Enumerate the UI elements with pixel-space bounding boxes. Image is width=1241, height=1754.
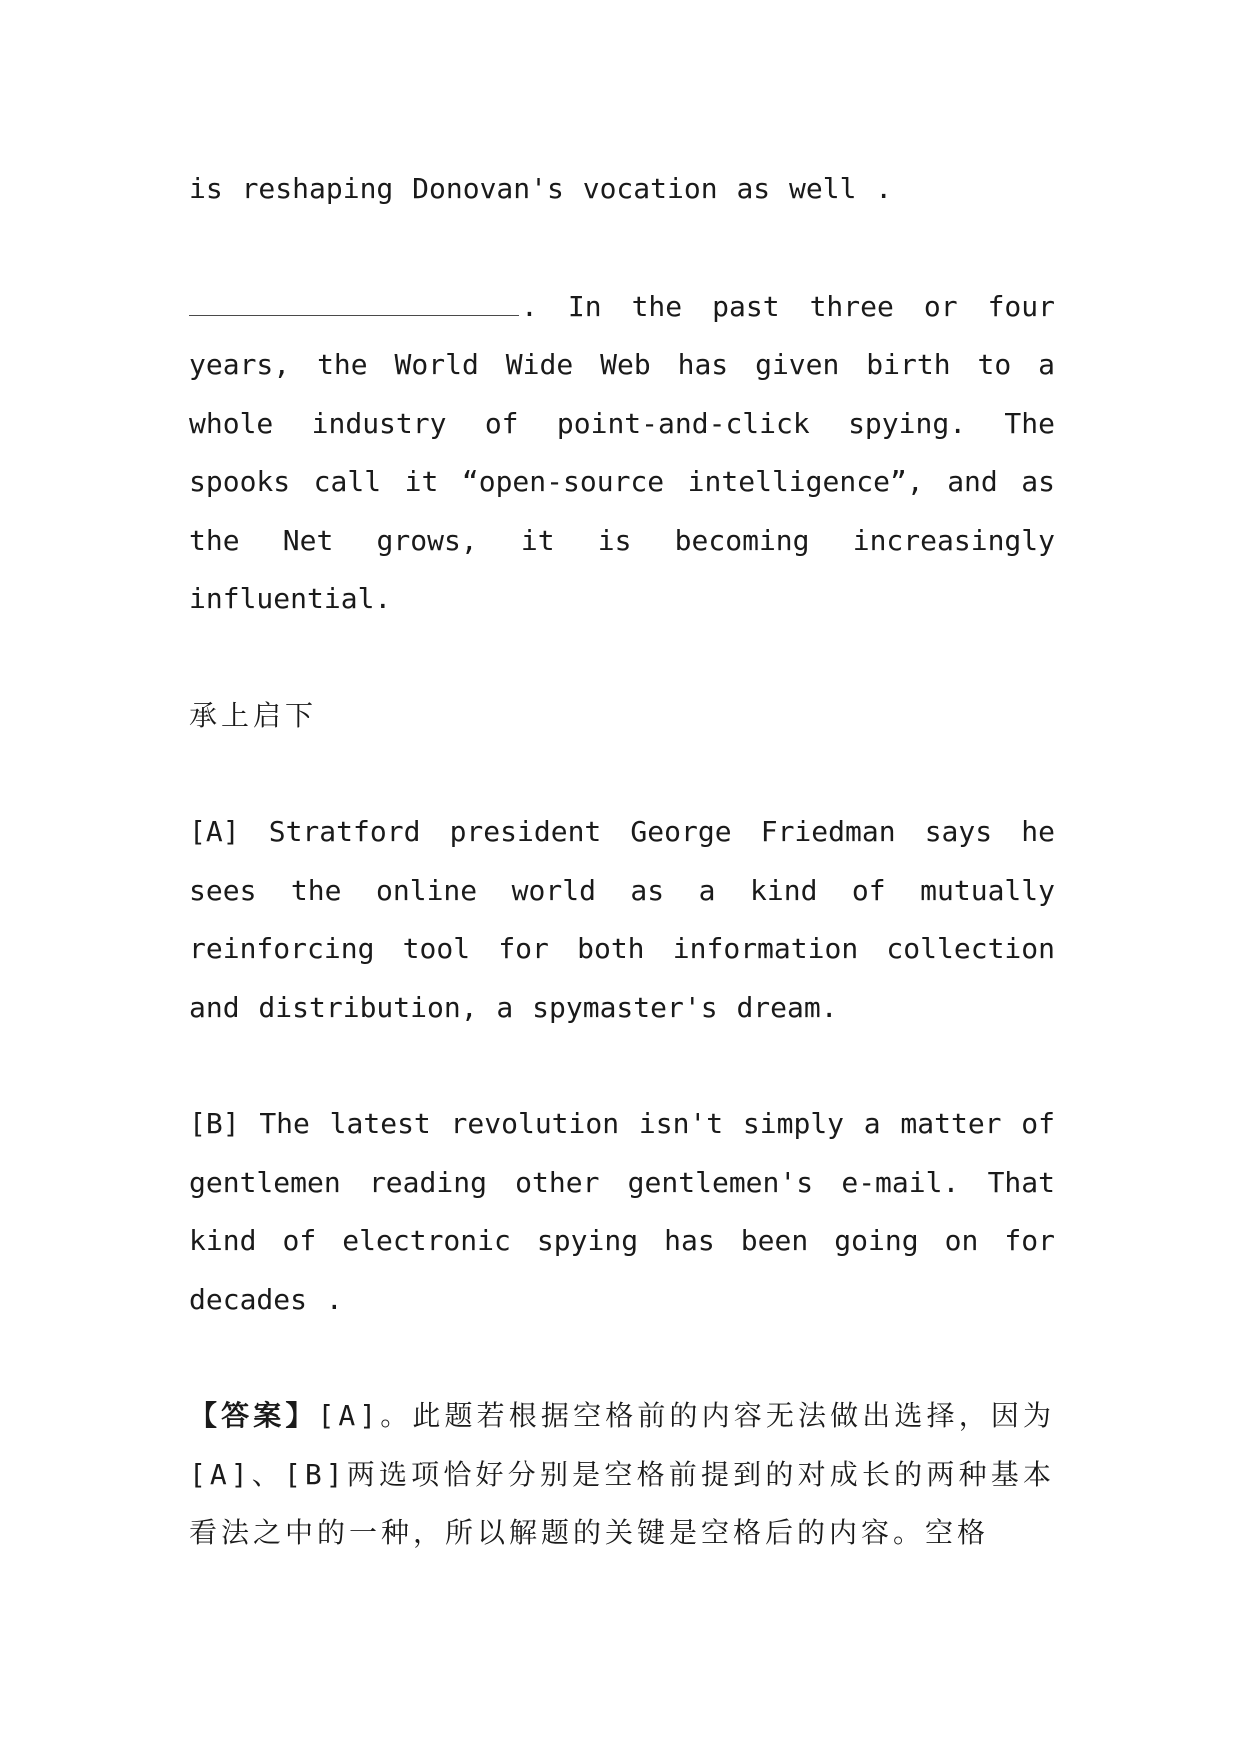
paragraph-gap <box>189 277 1055 629</box>
option-b-text: [B] The latest revolution isn't simply a matter of gentlemen reading other gentlemen's e-mail. That kind of electronic spying has been going on for decades . <box>189 1107 1055 1316</box>
option-a-text: [A] Stratford president George Friedman says he sees the online world as a kind of mutually reinforcing tool for both information collection and distribution, a spymaster's dream. <box>189 815 1055 1024</box>
answer-blank <box>189 277 519 316</box>
option-a <box>189 803 1055 1037</box>
gap-paragraph-text: . In the past three or four years, the World Wide Web has given birth to a whole industry of point-and-click spying. The spooks call it “open-source intelligence”, and as the Net grows, it is becoming increasingly influential. <box>189 289 1055 615</box>
option-b <box>189 1095 1055 1329</box>
paragraph-continuation <box>189 160 1055 219</box>
answer-label: 【答案】 <box>189 1399 318 1432</box>
answer-text: [A]。此题若根据空格前的内容无法做出选择，因为[A]、[B]两选项恰好分别是空格前提到的对成长的两种基本看法之中的一种，所以解题的关键是空格后的内容。空格 <box>189 1399 1055 1549</box>
function-label-text: 承上启下 <box>189 698 318 732</box>
continuation-text: is reshaping Donovan's vocation as well . <box>189 172 893 205</box>
function-label <box>189 687 1055 746</box>
answer-paragraph <box>189 1387 1055 1563</box>
document-body <box>189 160 1055 1563</box>
